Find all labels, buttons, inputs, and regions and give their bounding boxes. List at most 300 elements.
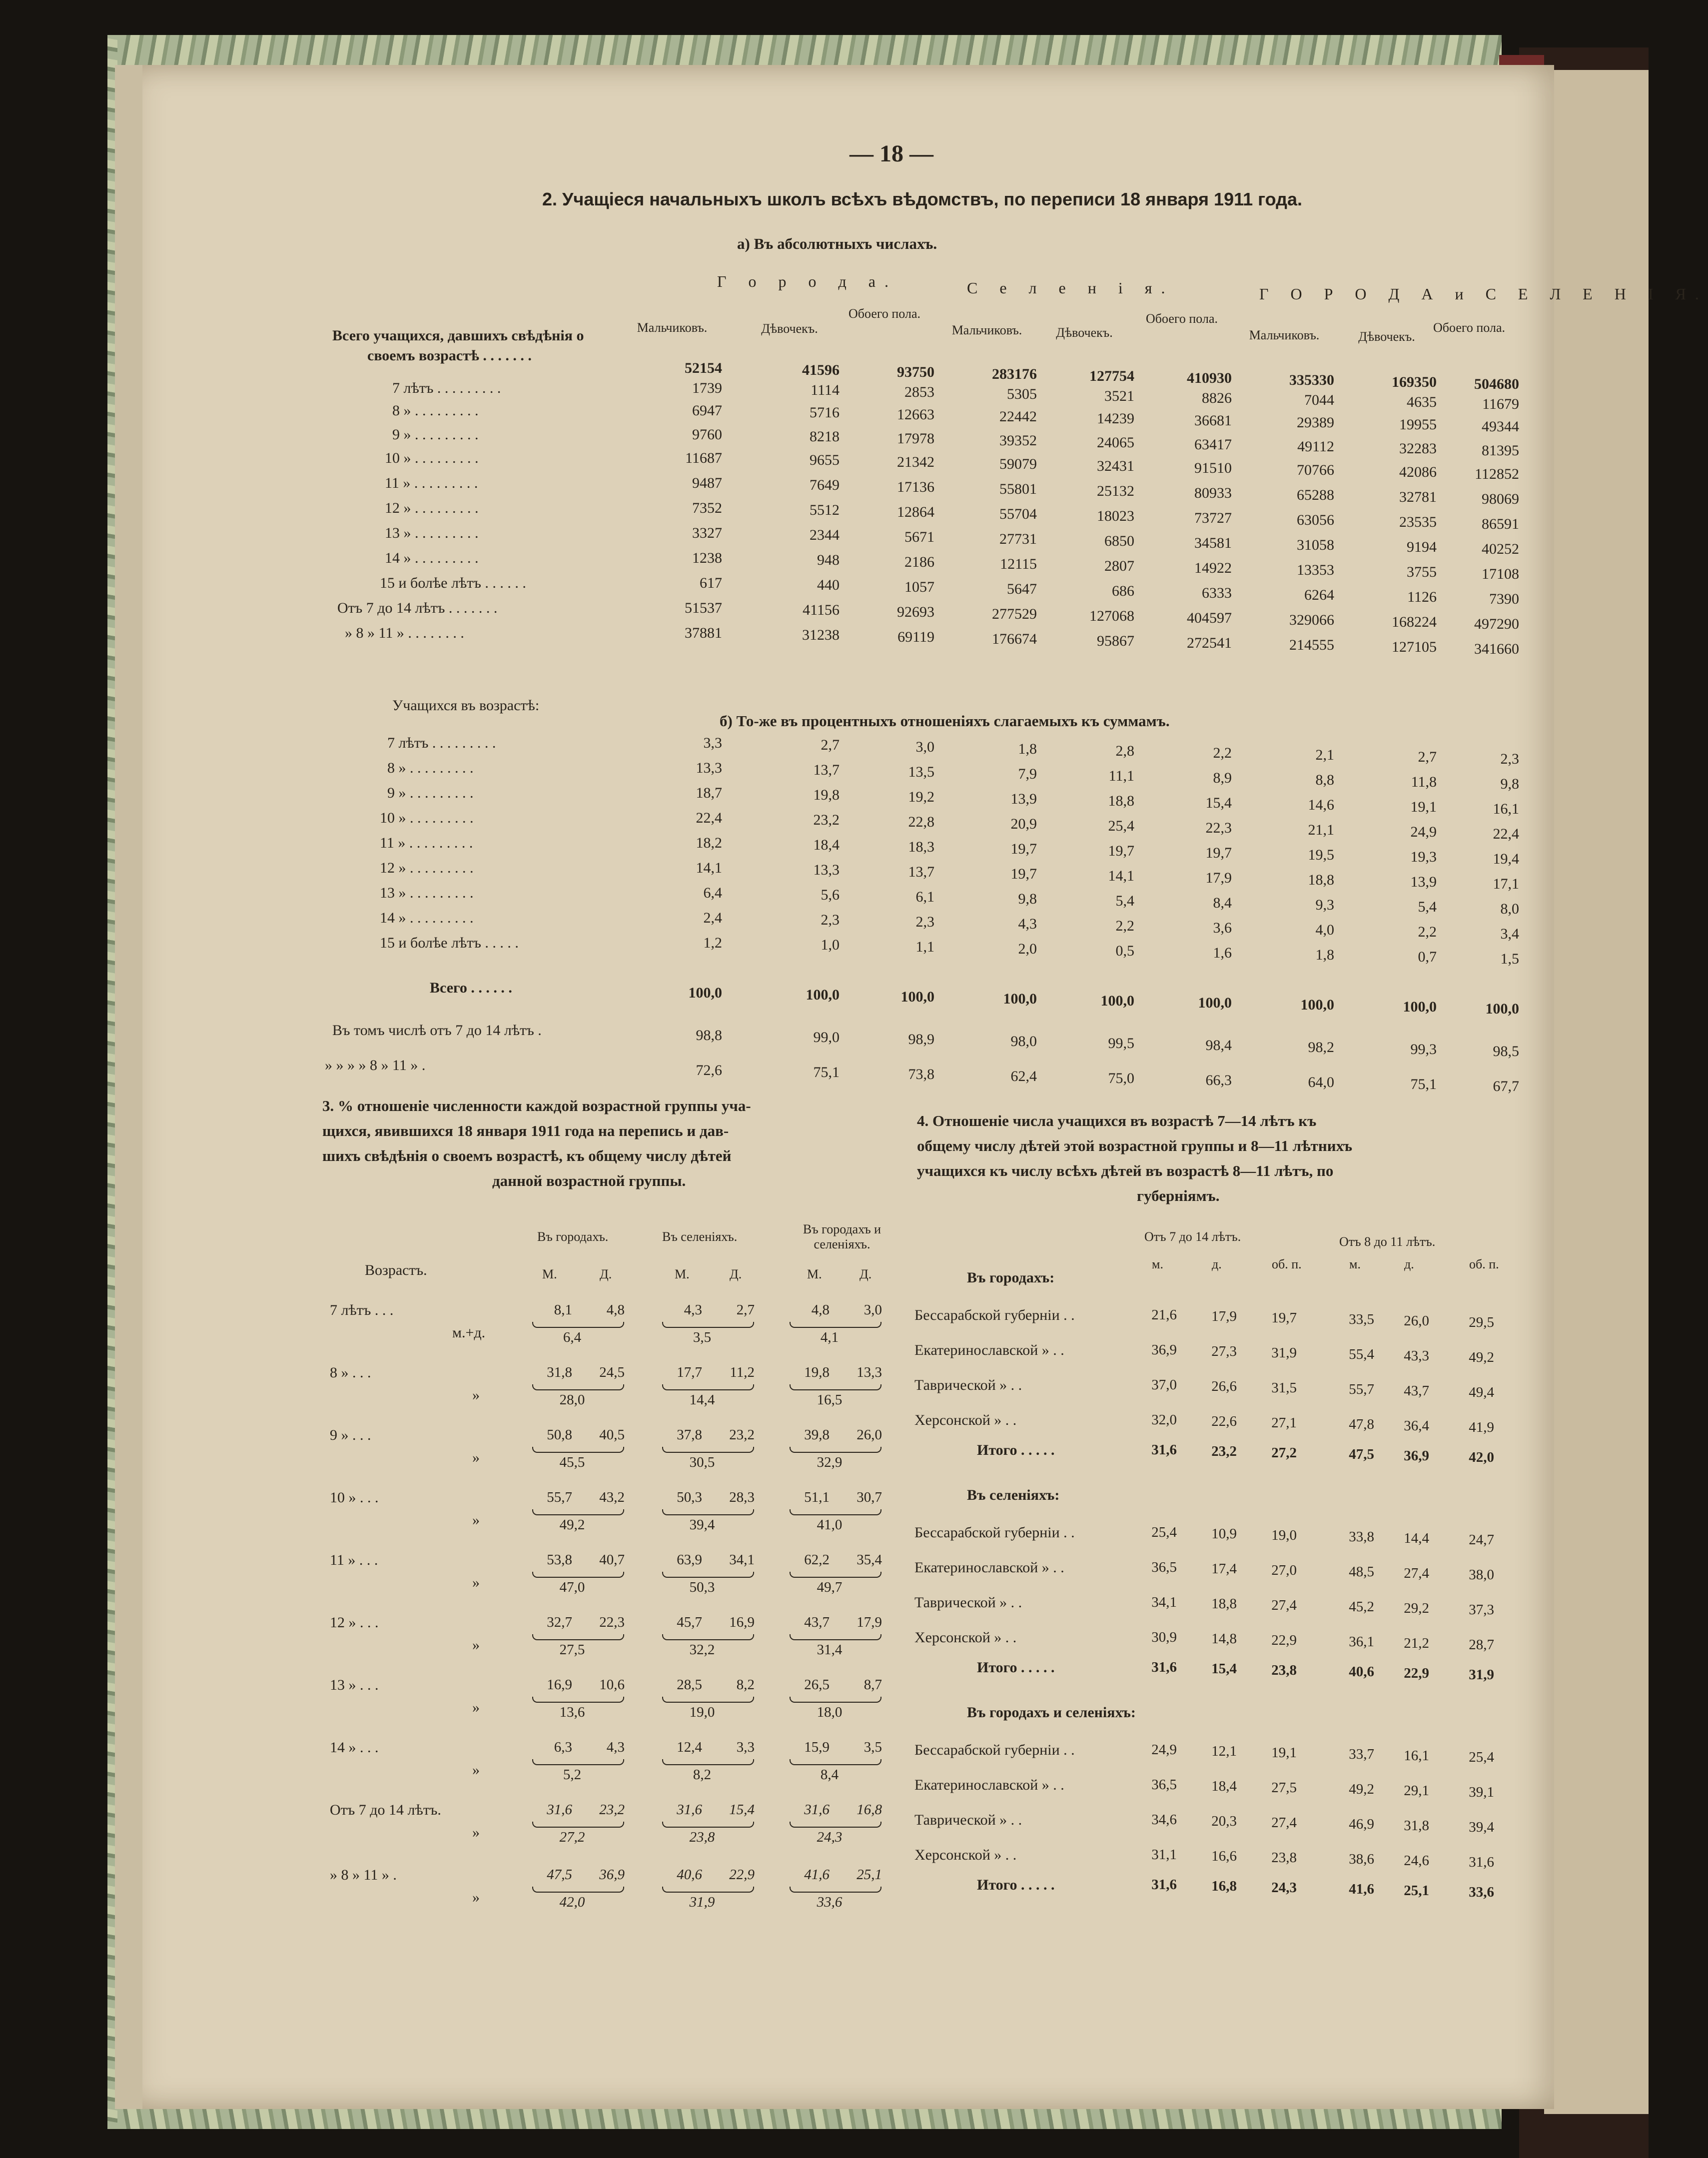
section-3-brace [790,1697,881,1703]
part-a-cell: 23535 [1399,514,1437,530]
section-4-cell: 17,4 [1211,1561,1237,1577]
part-a-cell: 277529 [992,606,1037,622]
section-4-cell: 36,9 [1404,1448,1429,1464]
section-4-cell: 31,6 [1151,1877,1177,1893]
part-b-row-label-1: 8 » . . . . . . . . . [387,760,474,776]
group-header-2: Г О Р О Д А и С Е Л Е Н I Я. [1259,285,1708,303]
part-b-cell: 11,1 [1108,768,1134,784]
part-a-cell: 17978 [897,430,934,447]
part-b-cell: 98,0 [1010,1033,1037,1050]
section-3-d-value: 4,3 [606,1739,625,1755]
section-3-sum-value: 13,6 [559,1704,585,1720]
part-b-cell: 14,6 [1308,797,1334,813]
section-3-sum-value: 18,0 [817,1704,843,1720]
part-b-subtitle: б) То-же въ процентныхъ отношенiяхъ слагаемыхъ къ суммамъ. [720,712,1170,730]
section-3-sum-value: 30,5 [689,1454,715,1470]
section-4-row-label: Екатеринославской » . . [914,1559,1064,1576]
section-4-cell: 38,6 [1349,1851,1374,1867]
part-a-cell: 9194 [1407,539,1437,555]
part-b-cell: 73,8 [908,1066,934,1082]
part-a-cell: 2853 [904,384,934,400]
part-a-cell: 12864 [897,504,934,520]
section-3-age-header: Возрастъ. [365,1262,427,1278]
part-a-cell: 9760 [692,426,722,443]
part-a-cell: 11687 [685,450,722,466]
part-a-row-label-4: 10 » . . . . . . . . . [385,450,479,466]
page-gutter [115,65,142,2109]
section-4-row-label: Херсонской » . . [914,1629,1017,1646]
part-a-row-label-3: 9 » . . . . . . . . . [392,426,479,443]
part-b-row-label-0: 7 лѣтъ . . . . . . . . . [387,735,496,751]
part-a-cell: 86591 [1482,516,1519,532]
part-b-cell: 100,0 [900,989,934,1005]
part-b-cell: 100,0 [1100,993,1134,1009]
section-4-cell: 23,8 [1271,1662,1297,1678]
part-b-cell: 19,3 [1410,849,1437,865]
part-b-cell: 2,3 [915,914,934,930]
section-3-m-value: 37,8 [677,1427,702,1443]
part-b-cell: 100,0 [1003,991,1037,1007]
part-b-cell: 4,0 [1315,922,1334,938]
section-3-age-4: 11 » . . . [330,1552,378,1568]
part-b-cell: 22,3 [1205,820,1232,836]
part-b-cell: 98,2 [1308,1039,1334,1056]
section-3-d-value: 43,2 [599,1489,625,1505]
part-b-cell: 24,9 [1410,824,1437,840]
part-a-cell: 91510 [1194,460,1232,476]
part-a-cell: 65288 [1297,487,1334,503]
section-3-m-value: 19,8 [804,1364,830,1380]
section-4-cell: 14,4 [1404,1530,1429,1546]
section-3-ditto: » [472,1699,480,1716]
part-b-cell: 23,2 [813,812,840,828]
section-3-brace [790,1634,881,1640]
section-3-brace [532,1822,624,1828]
section-3-brace [662,1447,754,1453]
section-4-sub-header-0: м. [1152,1257,1163,1271]
part-b-cell: 8,4 [1213,895,1232,911]
part-a-cell: 1057 [904,579,934,595]
section-4-cell: 10,9 [1211,1526,1237,1542]
section-3-m-value: 31,6 [804,1802,830,1818]
part-a-cell: 55704 [999,506,1037,522]
section-3-age-2: 9 » . . . [330,1427,371,1443]
part-a-cell: 25132 [1097,483,1134,499]
section-3-md-header-3: Д. [730,1267,742,1281]
section-3-sum-value: 16,5 [817,1392,843,1408]
section-4-cell: 41,9 [1469,1419,1494,1435]
part-a-cell: 6850 [1104,533,1134,549]
part-a-cell: 17108 [1482,566,1519,582]
section-4-cell: 37,3 [1469,1602,1494,1618]
section-3-brace [532,1634,624,1640]
section-3-m-value: 31,8 [547,1364,572,1380]
section-4-range-header-0: Отъ 7 до 14 лѣтъ. [1144,1229,1241,1244]
part-b-row-label-6: 13 » . . . . . . . . . [380,885,474,901]
section-3-brace [662,1759,754,1765]
section-3-age-0: 7 лѣтъ . . . [330,1302,394,1318]
section-3-age-3: 10 » . . . [330,1489,379,1506]
part-b-cell: 18,8 [1108,793,1134,809]
section-3-d-value: 3,3 [736,1739,755,1755]
section-3-ditto: » [472,1637,480,1653]
section-4-cell: 22,6 [1211,1413,1237,1429]
section-3-d-value: 24,5 [599,1364,625,1380]
section-4-cell: 33,5 [1349,1311,1374,1327]
section-4-cell: 26,6 [1211,1378,1237,1394]
part-a-cell: 36681 [1194,412,1232,429]
part-a-cell: 404597 [1187,610,1232,626]
part-a-cell: 1126 [1407,589,1437,605]
section-4-cell: 55,7 [1349,1381,1374,1397]
part-b-row-label-3: 10 » . . . . . . . . . [380,810,474,826]
part-a-cell: 52154 [685,360,722,376]
group-header-1: С е л е н i я. [967,279,1174,297]
section-3-group-header-2: Въ городахъ и селенiяхъ. [803,1222,881,1251]
section-4-cell: 19,7 [1271,1310,1297,1326]
part-b-cell: 8,8 [1315,772,1334,788]
section-3-sum-value: 45,5 [559,1454,585,1470]
part-b-cell: 14,1 [696,860,722,876]
section-3-m-value: 26,5 [804,1677,830,1693]
section-4-cell: 27,3 [1211,1343,1237,1359]
section-4-row-label: Херсонской » . . [914,1847,1017,1863]
section-4-cell: 39,4 [1469,1819,1494,1835]
part-a-cell: 41596 [802,362,840,378]
section-4-cell: 48,5 [1349,1564,1374,1580]
part-b-cell: 3,3 [703,735,722,751]
section-3-ditto: » [472,1889,480,1906]
section-4-cell: 49,4 [1469,1384,1494,1400]
part-b-cell: 75,1 [1410,1076,1437,1092]
section-4-cell: 36,5 [1151,1559,1177,1575]
section-3-sum-value: 33,6 [817,1894,843,1910]
section-3-d-value: 22,9 [729,1867,755,1883]
section-3-d-value: 8,7 [863,1677,882,1693]
part-a-cell: 5305 [1007,386,1037,402]
part-a-row-label-11: » 8 » 11 » . . . . . . . . [345,625,464,641]
section-4-cell: 27,5 [1271,1780,1297,1796]
part-b-cell: 6,4 [703,885,722,901]
part-a-cell: 31238 [802,627,840,643]
part-a-cell: 948 [817,552,840,568]
part-a-cell: 127105 [1392,639,1437,655]
page-number: — 18 — [850,140,933,167]
part-b-row-label-4: 11 » . . . . . . . . . [380,835,473,851]
part-a-row-label-0b: своемъ возрастѣ . . . . . . . [367,347,532,364]
section-4-cell: 24,3 [1271,1880,1297,1896]
part-a-cell: 41156 [803,602,840,618]
part-a-cell: 2186 [904,554,934,570]
part-b-cell: 19,7 [1205,845,1232,861]
column-header-0: Мальчиковъ. [637,320,708,335]
section-3-d-value: 26,0 [856,1427,882,1443]
section-4-cell: 31,6 [1151,1659,1177,1675]
part-b-cell: 9,3 [1315,897,1334,913]
part-a-cell: 283176 [992,366,1037,382]
section-4-cell: 17,9 [1211,1308,1237,1324]
part-a-cell: 335330 [1289,372,1334,388]
section-3-d-value: 4,8 [606,1302,625,1318]
section-3-sum-value: 24,3 [817,1829,843,1845]
part-a-cell: 4635 [1407,394,1437,410]
section-3-sum-value: 5,2 [563,1767,582,1783]
section-3-d-value: 17,9 [856,1614,882,1630]
section-3-d-value: 23,2 [599,1802,625,1818]
section-4-title-line-2: учащихся къ числу всѣхъ дѣтей въ возрастѣ 8—11 лѣтъ, по [917,1162,1334,1179]
section-3-age-7: 14 » . . . [330,1739,379,1756]
section-3-ditto: » [472,1574,480,1591]
table-2-title: 2. Учащiеся начальныхъ школъ всѣхъ вѣдомствъ, по переписи 18 января 1911 года. [542,189,1303,209]
section-3-md-header-5: Д. [859,1267,872,1281]
part-b-cell: 8,0 [1500,901,1519,917]
part-a-cell: 6333 [1202,585,1232,601]
section-4-cell: 16,8 [1211,1878,1237,1894]
section-3-m-value: 39,8 [804,1427,830,1443]
section-4-cell: 47,5 [1349,1446,1374,1462]
column-header-8: Обоего пола. [1433,320,1505,335]
section-4-cell: 49,2 [1469,1349,1494,1365]
part-a-cell: 2807 [1104,558,1134,574]
section-3-sum-value: 49,7 [817,1579,843,1595]
section-4-cell: 23,2 [1211,1443,1237,1459]
part-b-lead: Учащихся въ возрастѣ: [392,697,540,714]
section-3-sum-value: 23,8 [689,1829,715,1845]
part-b-cell: 100,0 [806,987,840,1003]
part-a-cell: 1238 [692,550,722,566]
part-a-cell: 8218 [810,428,840,445]
section-3-d-value: 2,7 [736,1302,755,1318]
section-4-sub-header-5: об. п. [1469,1257,1499,1271]
part-a-cell: 63417 [1194,436,1232,453]
section-4-cell: 25,1 [1404,1883,1429,1899]
part-a-cell: 32781 [1399,489,1437,505]
section-3-brace [662,1322,754,1328]
section-3-md-header-4: М. [807,1267,822,1281]
section-3-age-8: Отъ 7 до 14 лѣтъ. [330,1802,441,1818]
part-b-cell: 19,8 [813,787,840,803]
part-a-cell: 40252 [1482,541,1519,557]
part-a-row-label-1: 7 лѣтъ . . . . . . . . . [392,380,501,396]
part-a-cell: 42086 [1399,464,1437,480]
part-b-cell: 13,5 [908,764,934,780]
section-3-d-value: 3,5 [863,1739,882,1755]
part-a-cell: 18023 [1097,508,1134,524]
part-a-cell: 39352 [999,432,1037,449]
part-b-cell: 13,3 [696,760,722,776]
part-a-cell: 37881 [685,625,722,641]
section-4-cell: 12,1 [1211,1743,1237,1759]
section-3-age-9: » 8 » 11 » . [330,1867,397,1883]
part-a-cell: 9655 [810,452,840,468]
part-b-cell: 4,3 [1018,916,1037,932]
section-3-m-value: 53,8 [547,1552,572,1568]
section-3-age-5: 12 » . . . [330,1614,379,1631]
part-b-cell: 100,0 [1485,1001,1519,1017]
section-4-cell: 27,2 [1271,1445,1297,1461]
part-b-cell: 13,7 [813,762,840,778]
section-4-row-label: Итого . . . . . [977,1877,1055,1893]
section-4-cell: 27,4 [1404,1565,1429,1581]
part-a-cell: 3327 [692,525,722,541]
section-3-brace [662,1509,754,1515]
part-a-cell: 34581 [1194,535,1232,551]
section-3-m-value: 47,5 [547,1867,572,1883]
part-a-cell: 127068 [1089,608,1134,624]
section-3-d-value: 30,7 [856,1489,882,1505]
part-b-cell: 6,1 [915,889,934,905]
part-b-row-label-8: 15 и болѣе лѣтъ . . . . . [380,935,519,951]
part-b-cell: 19,1 [1410,799,1437,815]
part-b-cell: 25,4 [1108,818,1134,834]
section-3-brace [662,1822,754,1828]
section-4-cell: 18,8 [1211,1596,1237,1612]
part-b-cell: 1,2 [703,935,722,951]
section-3-brace [790,1572,881,1578]
part-b-cell: 98,9 [908,1031,934,1048]
section-4-sub-header-4: д. [1404,1257,1414,1271]
part-b-cell: 2,0 [1018,941,1037,957]
part-a-cell: 17136 [897,479,934,495]
section-3-sum-value: 39,4 [689,1517,715,1533]
part-b-cell: 19,7 [1010,866,1037,882]
part-b-cell: 98,4 [1205,1037,1232,1054]
part-b-cell: 100,0 [1198,995,1232,1011]
section-3-sum-value: 31,9 [689,1894,715,1910]
part-a-cell: 55801 [999,481,1037,497]
part-a-cell: 73727 [1194,510,1232,526]
section-3-group-header-0: Въ городахъ. [537,1229,609,1244]
section-4-sub-header-1: д. [1212,1257,1222,1271]
part-a-cell: 504680 [1474,376,1519,392]
part-b-cell: 3,4 [1500,926,1519,942]
section-4-cell: 40,6 [1349,1664,1374,1680]
part-a-cell: 29389 [1297,414,1334,431]
section-3-m-value: 16,9 [547,1677,572,1693]
part-b-cell: 75,1 [813,1064,840,1080]
section-4-cell: 27,0 [1271,1562,1297,1578]
part-a-cell: 329066 [1289,612,1334,628]
section-3-sum-value: 42,0 [559,1894,585,1910]
section-4-cell: 18,4 [1211,1778,1237,1794]
group-header-0: Г о р о д а. [717,272,897,290]
part-a-cell: 341660 [1474,641,1519,657]
part-b-cell: 2,3 [1500,751,1519,767]
part-a-row-label-10: Отъ 7 до 14 лѣтъ . . . . . . . [337,600,498,616]
part-b-cell: 1,1 [915,939,934,955]
section-4-cell: 55,4 [1349,1346,1374,1362]
part-b-cell: 2,1 [1315,747,1334,763]
part-b-cell: 11,8 [1411,774,1437,790]
part-a-cell: 6947 [692,402,722,419]
part-a-cell: 1114 [811,382,840,398]
section-4-cell: 16,6 [1211,1848,1237,1864]
section-3-d-value: 11,2 [730,1364,755,1380]
section-3-d-value: 40,5 [599,1427,625,1443]
section-3-sum-value: 27,2 [559,1829,585,1845]
section-4-block-heading-0: Въ городахъ: [967,1269,1055,1286]
section-3-ditto: » [472,1387,480,1403]
column-header-3: Мальчиковъ. [951,323,1022,337]
section-4-cell: 27,4 [1271,1597,1297,1613]
section-3-m-value: 55,7 [547,1489,572,1505]
part-b-cell: 99,0 [813,1029,840,1046]
column-header-7: Дѣвочекъ. [1358,329,1415,344]
section-4-cell: 43,7 [1404,1383,1429,1399]
column-header-5: Обоего пола. [1146,311,1218,326]
section-3-d-value: 8,2 [736,1677,755,1693]
part-a-cell: 7649 [810,477,840,493]
part-b-cell: 8,9 [1213,770,1232,786]
part-a-cell: 32431 [1097,458,1134,474]
part-a-row-label-6: 12 » . . . . . . . . . [385,500,479,516]
part-b-cell: 20,9 [1010,816,1037,832]
part-a-cell: 14239 [1097,410,1134,427]
part-b-cell: 15,4 [1205,795,1232,811]
section-4-cell: 15,4 [1211,1661,1237,1677]
section-3-m-value: 32,7 [547,1614,572,1630]
section-3-ditto: » [472,1449,480,1466]
section-4-cell: 41,6 [1349,1881,1374,1897]
section-3-ditto: » [472,1824,480,1841]
column-header-2: Обоего пола. [849,306,920,321]
part-a-cell: 2344 [810,527,840,543]
part-b-cell: 7,9 [1018,766,1037,782]
section-4-range-header-1: Отъ 8 до 11 лѣтъ. [1339,1234,1436,1249]
section-3-brace [532,1384,624,1390]
part-b-cell: 19,2 [908,789,934,805]
section-4-cell: 34,1 [1151,1594,1177,1610]
part-b-cell: 14,1 [1108,868,1134,884]
section-4-row-label: Бессарабской губернiи . . [914,1742,1075,1758]
section-3-d-value: 40,7 [599,1552,625,1568]
part-a-cell: 168224 [1392,614,1437,630]
section-4-cell: 16,1 [1404,1748,1429,1764]
section-3-brace [790,1759,881,1765]
part-a-cell: 112852 [1475,466,1519,482]
part-a-row-label-2: 8 » . . . . . . . . . [392,402,479,419]
section-4-row-label: Бессарабской губернiи . . [914,1524,1075,1541]
part-a-cell: 14922 [1194,560,1232,576]
section-4-cell: 31,9 [1469,1667,1494,1683]
section-4-cell: 30,9 [1151,1629,1177,1645]
part-a-row-label-5: 11 » . . . . . . . . . [385,475,478,491]
section-3-sum-value: 19,0 [689,1704,715,1720]
part-a-cell: 51537 [685,600,722,616]
part-a-cell: 95867 [1097,633,1134,649]
part-a-cell: 27731 [999,531,1037,547]
part-a-cell: 272541 [1187,635,1232,651]
section-4-cell: 33,8 [1349,1529,1374,1545]
part-b-cell: 13,7 [908,864,934,880]
part-a-cell: 93750 [897,364,934,380]
part-a-cell: 6264 [1304,587,1334,603]
section-3-m-value: 50,8 [547,1427,572,1443]
section-3-m-value: 63,9 [677,1552,702,1568]
section-3-m-value: 62,2 [804,1552,830,1568]
part-a-cell: 7352 [692,500,722,516]
section-3-brace [790,1887,881,1893]
part-b-cell: 0,5 [1115,943,1134,959]
part-b-cell: 17,1 [1493,876,1519,892]
section-3-m-value: 50,3 [677,1489,702,1505]
part-b-cell: 19,7 [1010,841,1037,857]
part-a-cell: 410930 [1187,370,1232,386]
part-b-cell: 2,2 [1418,924,1437,940]
section-3-m-value: 8,1 [554,1302,572,1318]
part-a-row-label-9: 15 и болѣе лѣтъ . . . . . . [380,575,526,591]
part-b-cell: 2,7 [821,737,840,753]
